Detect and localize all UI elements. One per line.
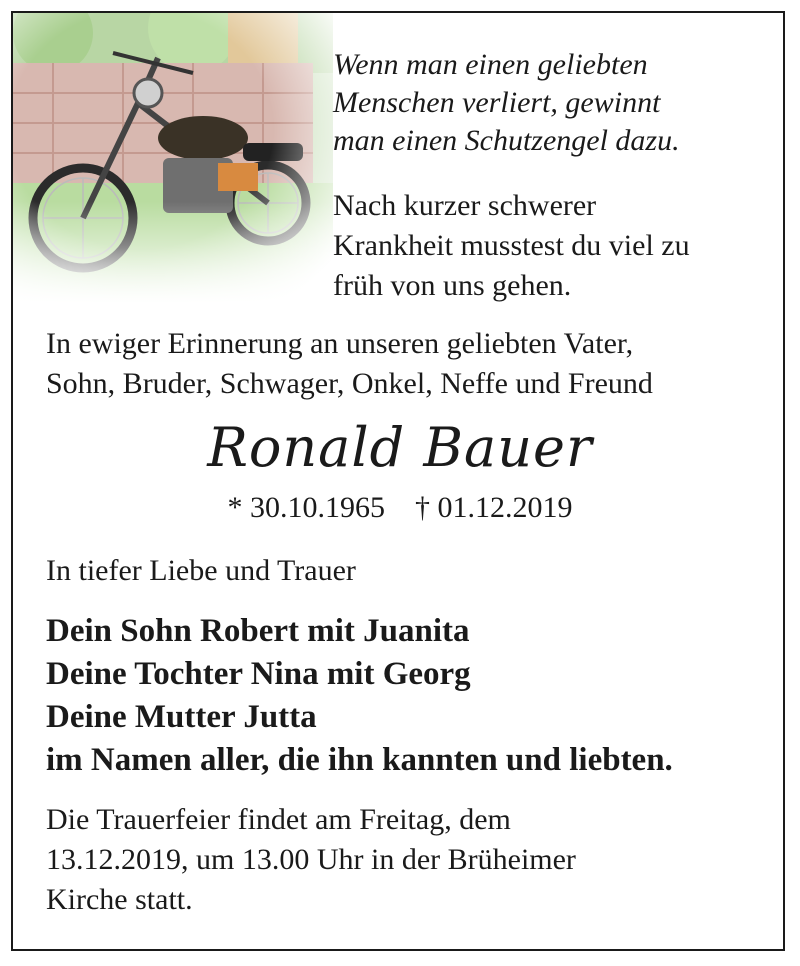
illness-text <box>333 186 773 306</box>
illness-line: Krankheit musstest du viel zu <box>333 229 690 262</box>
mourners-list <box>46 610 776 782</box>
death-date: † 01.12.2019 <box>415 491 573 524</box>
mourner-line: Dein Sohn Robert mit Juanita <box>46 613 470 649</box>
mourner-line: im Namen aller, die ihn kannten und liebten. <box>46 742 673 778</box>
motorcycle-photo <box>13 13 333 303</box>
funeral-info <box>46 800 766 920</box>
quote-line: Wenn man einen geliebten <box>333 48 648 81</box>
illness-line: Nach kurzer schwerer <box>333 189 597 222</box>
memory-text <box>46 324 766 404</box>
memory-line: Sohn, Bruder, Schwager, Onkel, Neffe und Freund <box>46 367 653 400</box>
quote-line: Menschen verliert, gewinnt <box>333 86 661 119</box>
quote-text <box>333 46 773 160</box>
birth-date: * 30.10.1965 <box>227 491 385 524</box>
life-dates <box>0 488 800 528</box>
illness-line: früh von uns gehen. <box>333 269 572 302</box>
mourner-line: Deine Tochter Nina mit Georg <box>46 656 471 692</box>
funeral-line: 13.12.2019, um 13.00 Uhr in der Brüheimer <box>46 843 576 876</box>
funeral-line: Die Trauerfeier findet am Freitag, dem <box>46 803 511 836</box>
funeral-line: Kirche statt. <box>46 883 193 916</box>
mourning-intro: In tiefer Liebe und Trauer <box>46 554 356 587</box>
mourner-line: Deine Mutter Jutta <box>46 699 317 735</box>
quote-line: man einen Schutzengel dazu. <box>333 124 680 157</box>
memory-line: In ewiger Erinnerung an unseren geliebten Vater, <box>46 327 634 360</box>
deceased-name: Ronald Bauer <box>207 416 593 479</box>
